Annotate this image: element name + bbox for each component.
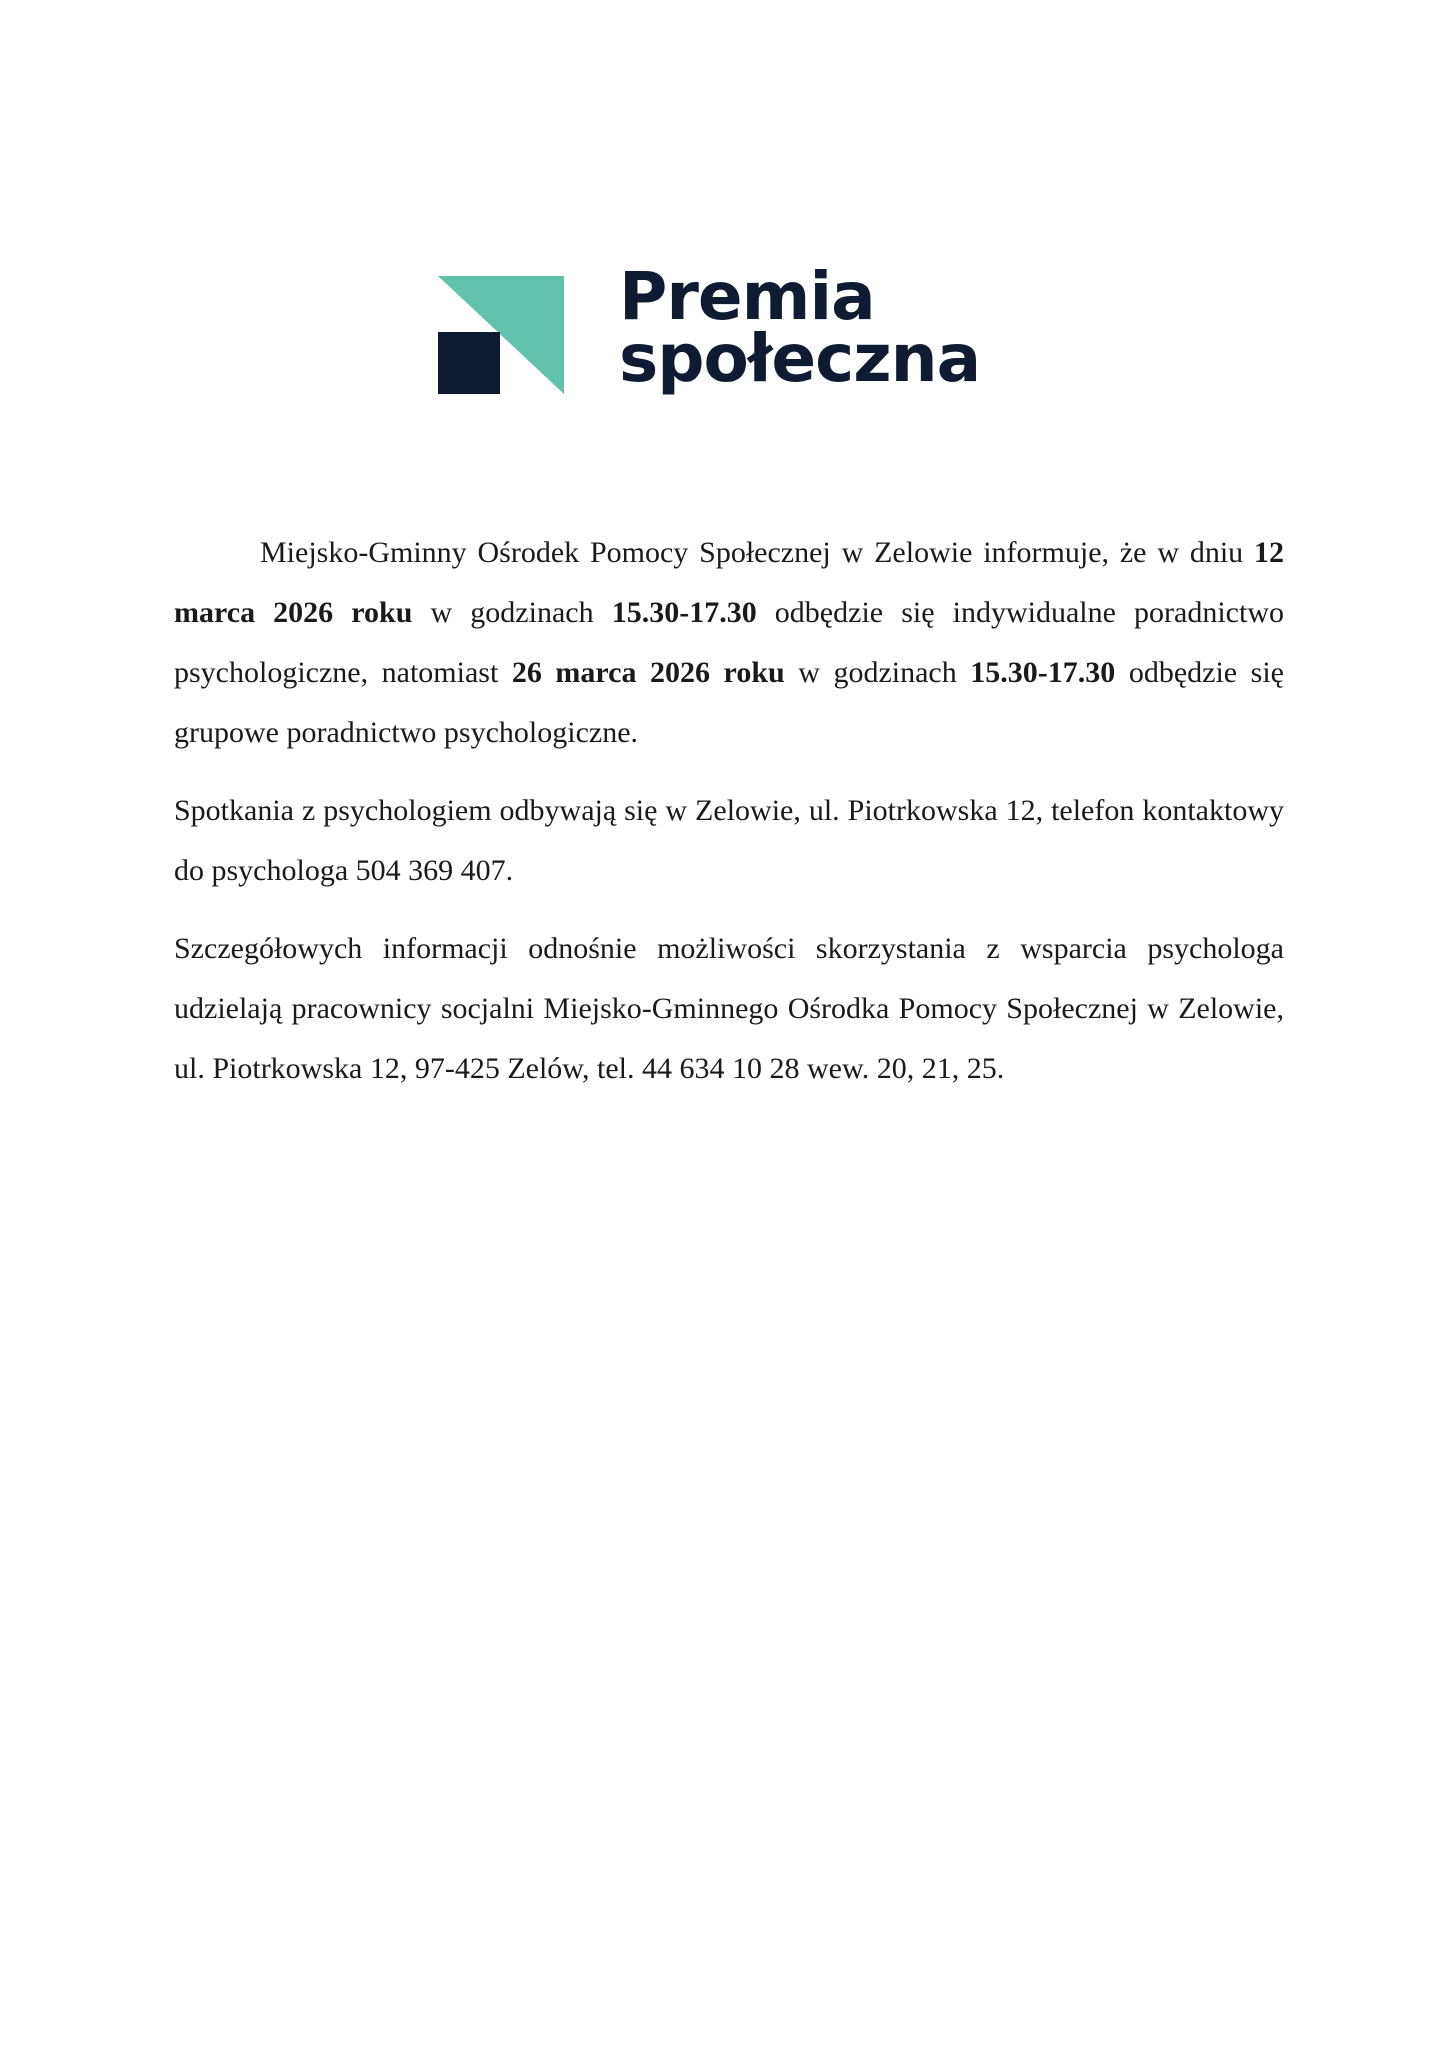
paragraph-text: w godzinach (412, 596, 612, 629)
paragraph-text: Miejsko-Gminny Ośrodek Pomocy Społecznej w Zelowie informuje, że w dniu (260, 536, 1254, 569)
premia-spoleczna-logo (438, 258, 1038, 416)
paragraph-contact: Szczegółowych informacji odnośnie możliwości skorzystania z wsparcia psychologa udzielają pracownicy socjalni Miejsko-Gminnego Ośrodka Pomocy Społecznej w Zelowie, ul. Piotrkowska 12, 97-425 Zelów, tel. 44 634 10 28 wew. 20, 21, 25. (174, 932, 1284, 1085)
date-group: 26 marca 2026 roku (511, 656, 785, 689)
logo-square-shape (438, 332, 500, 394)
paragraph-text: odbędzie się grupowe poradnictwo psychologiczne. (174, 656, 1284, 749)
logo-line-2: społeczna (619, 320, 981, 397)
time-individual: 15.30-17.30 (611, 596, 757, 629)
paragraph-schedule (174, 523, 1284, 763)
time-group: 15.30-17.30 (970, 656, 1116, 689)
paragraph-text: w godzinach (784, 656, 971, 689)
paragraph-text: odbędzie się indywidualne poradnictwo psychologiczne, natomiast (174, 596, 1284, 689)
date-individual: 12 marca 2026 roku (174, 536, 1284, 629)
logo-wordmark (619, 258, 1039, 397)
logo-mark-icon (438, 276, 564, 394)
logo-line-1: Premia (619, 258, 875, 335)
announcement-body (174, 523, 1284, 1117)
paragraph-location: Spotkania z psychologiem odbywają się w Zelowie, ul. Piotrkowska 12, telefon kontaktowy do psychologa 504 369 407. (174, 794, 1284, 887)
